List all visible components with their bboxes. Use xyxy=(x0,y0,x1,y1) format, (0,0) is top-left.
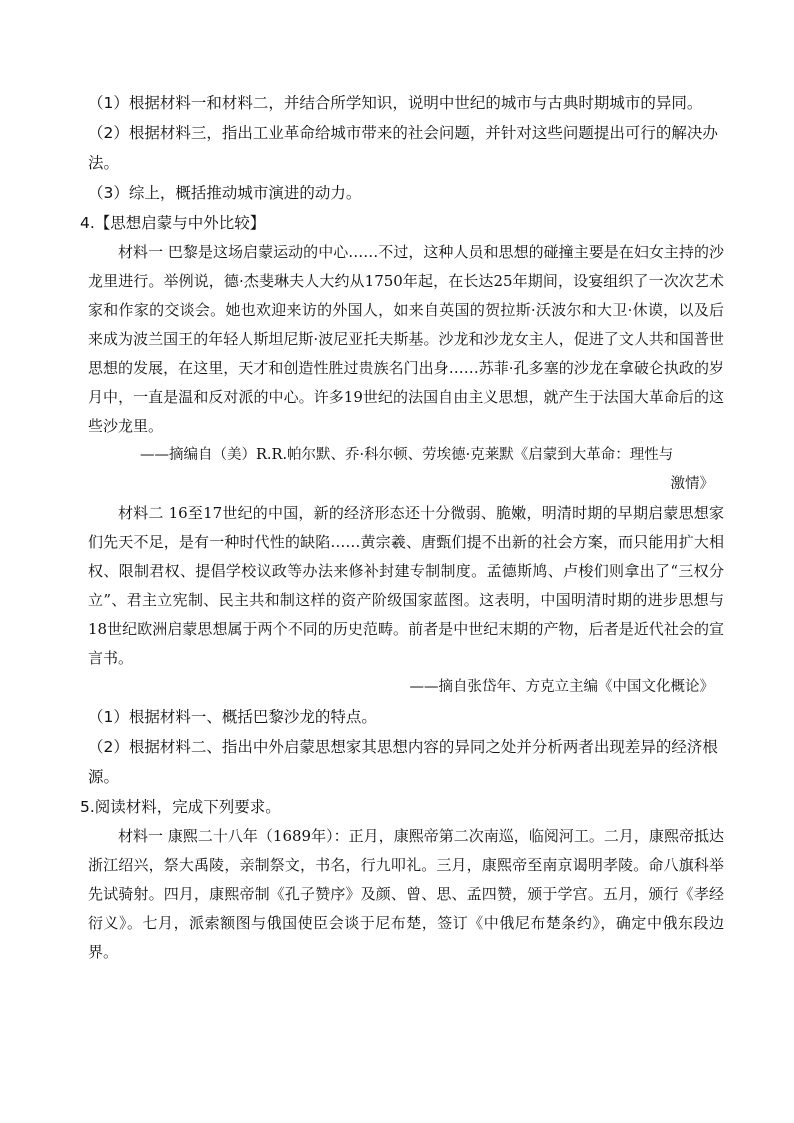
q4-subquestion-2: （2）根据材料二、指出中外启蒙思想家其思想内容的异同之处并分析两者出现差异的经济根源。 xyxy=(88,738,718,786)
q4-source-1-cont: 激情》 xyxy=(670,476,714,492)
q4-material-1: 材料一 巴黎是这场启蒙运动的中心……不过，这种人员和思想的碰撞主要是在妇女主持的沙龙里进行。举例说，德·杰斐琳夫人大约从1750年起，在长达25年期间，设宴组织了一次次艺术家和作家的交谈会。她也欢迎来访的外国人，如来自英国的贺拉斯·沃波尔和大卫·休谟，以及后来成为波兰国王的年轻人斯坦尼斯·波尼亚托夫斯基。沙龙和沙龙女主人，促进了文人共和国普世思想的发展，在这里，天才和创造性胜过贵族名门出身……苏菲·孔多塞的沙龙在拿破仑执政的岁月中，一直是温和反对派的中心。许多19世纪的法国自由主义思想，就产生于法国大革命后的这些沙龙里。 xyxy=(88,243,724,435)
q4-source-2: ——摘自张岱年、方克立主编《中国文化概论》 xyxy=(409,679,714,695)
q5-material-1: 材料一 康熙二十八年（1689年）：正月，康熙帝第二次南巡，临阅河工。二月，康熙帝抵达浙江绍兴，祭大禹陵，亲制祭文，书名，行九叩礼。三月，康熙帝至南京谒明孝陵。命八旗科举先试骑射。四月，康熙帝制《孔子赞序》及颜、曾、思、孟四赞，颁于学宫。五月，颁行《孝经衍义》。七月，派索额图与俄国使臣会谈于尼布楚，签订《中俄尼布楚条约》，确定中俄东段边界。 xyxy=(88,827,724,961)
q4-title: 4.【思想启蒙与中外比较】 xyxy=(80,214,266,232)
q4-subquestion-1: （1）根据材料一、概括巴黎沙龙的特点。 xyxy=(88,708,377,726)
q4-material-2: 材料二 16至17世纪的中国，新的经济形态还十分微弱、脆嫩，明清时期的早期启蒙思想家们先天不足，是有一种时代性的缺陷……黄宗羲、唐甄们提不出新的社会方案，而只能用扩大相权、限制君权、提倡学校议政等办法来修补封建专制制度。孟德斯鸠、卢梭们则拿出了“三权分立”、君主立宪制、民主共和制这样的资产阶级国家蓝图。这表明，中国明清时期的进步思想与18世纪欧洲启蒙思想属于两个不同的历史范畴。前者是中世纪末期的产物，后者是近代社会的宣言书。 xyxy=(88,504,724,667)
q3-subquestion-1: （1）根据材料一和材料二，并结合所学知识，说明中世纪的城市与古典时期城市的异同。 xyxy=(88,94,703,112)
q3-subquestion-3: （3）综上，概括推动城市演进的动力。 xyxy=(88,184,362,202)
q4-source-1: ——摘编自（美）R.R.帕尔默、乔·科尔顿、劳埃德·克莱默《启蒙到大革命：理性与 xyxy=(140,447,674,463)
q3-subquestion-2: （2）根据材料三，指出工业革命给城市带来的社会问题，并针对这些问题提出可行的解决办法。 xyxy=(88,124,718,172)
q5-title: 5.阅读材料，完成下列要求。 xyxy=(80,798,281,816)
